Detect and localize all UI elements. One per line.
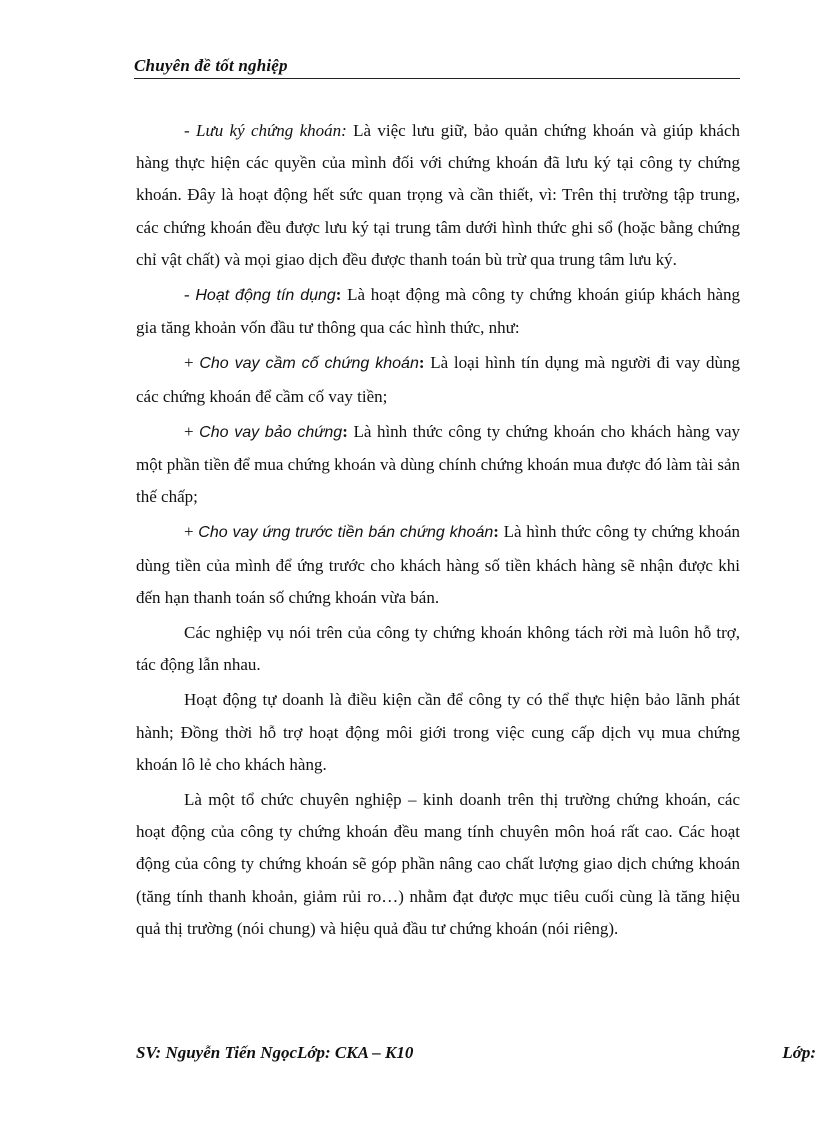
paragraph-tin-dung: - Hoạt động tín dụng: Là hoạt động mà công ty chứng khoán giúp khách hàng gia tăng khoản vốn đầu tư thông qua các hình thức, như: (136, 285, 740, 338)
page-header (134, 56, 740, 79)
paragraph-nghiep-vu: Các nghiệp vụ nói trên của công ty chứng khoán không tách rời mà luôn hỗ trợ, tác động lẫn nhau. (136, 623, 740, 675)
document-body (136, 115, 740, 945)
footer-student: SV: Nguyễn Tiến NgọcLớp: CKA – K10 (136, 1043, 414, 1062)
term-luu-ky: Lưu ký chứng khoán: (196, 121, 347, 140)
paragraph-luu-ky: - Lưu ký chứng khoán: Là việc lưu giữ, bảo quản chứng khoán và giúp khách hàng thực hiện các quyền của mình đối với chứng khoán đã lưu ký tại công ty chứng khoán. Đây là hoạt động hết sức quan trọng và cần thiết, vì: Trên thị trường tập trung, các chứng khoán đều được lưu ký tại trung tâm dưới hình thức ghi sổ (hoặc bằng chứng chỉ vật chất) và mọi giao dịch đều được thanh toán bù trừ qua trung tâm lưu ký. (136, 121, 741, 269)
term-tin-dung: Hoạt động tín dụng (195, 287, 336, 305)
paragraph-bao-chung: + Cho vay bảo chứng: Là hình thức công ty chứng khoán cho khách hàng vay một phần tiền để mua chứng khoán và dùng chính chứng khoán mua được đó làm tài sản thế chấp; (136, 421, 741, 507)
document-title: Chuyên đề tốt nghiệp (134, 56, 288, 75)
paragraph-cam-co: + Cho vay cầm cố chứng khoán: Là loại hình tín dụng mà người đi vay dùng các chứng khoán để cầm cố vay tiền; (136, 353, 741, 406)
footer-class: Lớp: (782, 1043, 816, 1062)
term-cam-co: Cho vay cầm cố chứng khoán (199, 355, 419, 373)
paragraph-to-chuc: Là một tổ chức chuyên nghiệp – kinh doanh trên thị trường chứng khoán, các hoạt động của công ty chứng khoán đều mang tính chuyên môn hoá rất cao. Các hoạt động của công ty chứng khoán sẽ góp phần nâng cao chất lượng giao dịch chứng khoán (tăng tính thanh khoản, giảm rủi ro…) nhằm đạt được mục tiêu cuối cùng là tăng hiệu quả thị trường (nói chung) và hiệu quả đầu tư chứng khoán (nói riêng). (136, 790, 740, 938)
term-bao-chung: Cho vay bảo chứng (199, 423, 343, 441)
paragraph-ung-truoc: + Cho vay ứng trước tiền bán chứng khoán: Là hình thức công ty chứng khoán dùng tiền của mình để ứng trước cho khách hàng số tiền khách hàng sẽ nhận được khi đến hạn thanh toán số chứng khoán vừa bán. (136, 522, 741, 607)
paragraph-tu-doanh: Hoạt động tự doanh là điều kiện cần để công ty có thể thực hiện bảo lãnh phát hành; Đồng thời hỗ trợ hoạt động môi giới trong việc cung cấp dịch vụ mua chứng khoán lô lẻ cho khách hàng. (136, 690, 740, 774)
term-ung-truoc: Cho vay ứng trước tiền bán chứng khoán (198, 524, 494, 542)
